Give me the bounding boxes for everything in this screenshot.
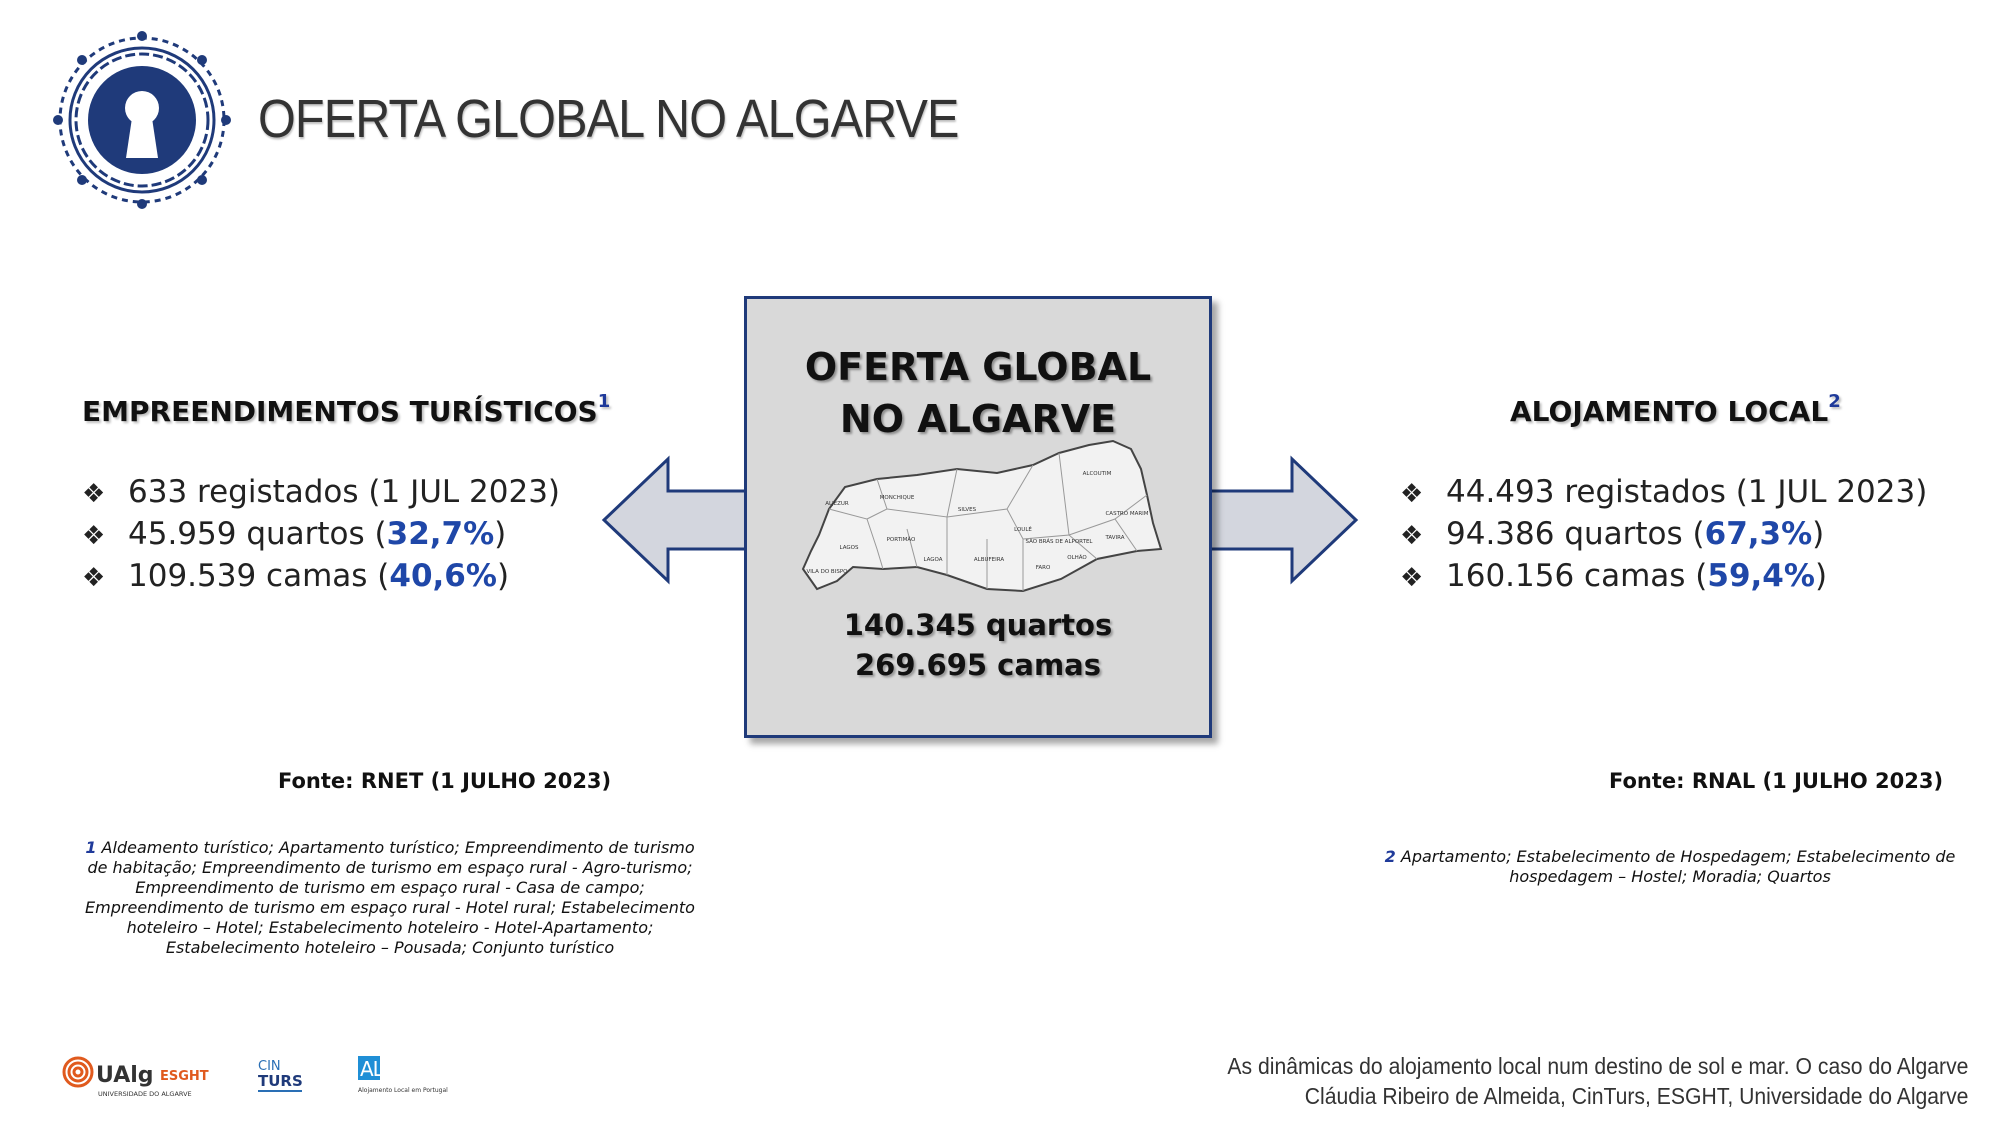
list-item (82, 514, 560, 556)
cinturs-turs: TURS (258, 1072, 303, 1090)
diamond-bullet-icon: ❖ (82, 479, 106, 509)
list-item-percent: 32,7% (386, 516, 495, 552)
list-item-end: ) (1812, 516, 1825, 552)
ualg-wordmark: UAlg (96, 1063, 154, 1088)
alep-logo (354, 1052, 448, 1110)
list-item-percent: 59,4% (1707, 558, 1815, 594)
map-label-albufeira: ALBUFEIRA (973, 557, 1005, 563)
list-item-percent: 67,3% (1704, 516, 1813, 552)
footnote-ref-2: 2 (1828, 391, 1841, 412)
list-item (82, 556, 560, 598)
list-item-text: 94.386 quartos ( (1446, 516, 1705, 552)
keyhole-emblem-icon (52, 30, 232, 210)
alep-subtitle: Alojamento Local em Portugal (358, 1087, 448, 1094)
diamond-bullet-icon: ❖ (1400, 479, 1424, 509)
list-item-text: 633 registados (1 JUL 2023) (128, 474, 561, 510)
footnote-2 (1370, 847, 1970, 887)
footnote-1 (80, 838, 700, 958)
alojamento-local-list (1400, 472, 1927, 598)
map-label-tavira: TAVIRA (1105, 535, 1125, 541)
alep-wordmark: ALEP (360, 1057, 406, 1081)
map-label-sao-bras: SÃO BRÁS DE ALPORTEL (1025, 539, 1093, 545)
algarve-map (797, 439, 1167, 597)
map-label-lagos: LAGOS (839, 545, 859, 551)
footnote-text: Aldeamento turístico; Apartamento turístico; Empreendimento de turismo de habitação; Empreendimento de turismo em espaço rural - Agro-turismo; Empreendimento de turismo em espaço rural - Casa de campo; Empreendimento de turismo em espaço rural - Hotel rural; Estabelecimento hoteleiro – Hotel; Estabelecimento hoteleiro - Hotel-Apartamento; Estabelecimento hoteleiro – Pousada; Conjunto turístico (85, 838, 695, 957)
global-offer-box (744, 296, 1212, 738)
list-item-text: 109.539 camas ( (128, 558, 390, 594)
ualg-esght-logo (62, 1052, 242, 1110)
list-item-end: ) (494, 516, 507, 552)
map-label-vila-do-bispo: VILA DO BISPO (806, 569, 848, 575)
diamond-bullet-icon: ❖ (82, 521, 106, 551)
map-label-olhao: OLHÃO (1067, 555, 1087, 561)
credit-line-1: As dinâmicas do alojamento local num destino de sol e mar. O caso do Algarve (1226, 1053, 1968, 1079)
list-item-end: ) (1814, 558, 1828, 594)
map-label-castro-marim: CASTRO MARIM (1105, 511, 1149, 517)
cinturs-cin: CIN (258, 1059, 281, 1074)
page-title: OFERTA GLOBAL NO ALGARVE (258, 89, 959, 149)
empreendimentos-heading (82, 391, 611, 428)
map-label-lagoa: LAGOA (923, 557, 943, 563)
list-item (1400, 472, 1927, 514)
list-item-percent: 40,6% (389, 558, 497, 594)
list-item (82, 472, 560, 514)
ualg-subtitle: UNIVERSIDADE DO ALGARVE (98, 1090, 192, 1098)
box-totals (747, 605, 1209, 685)
map-label-faro: FARO (1035, 565, 1051, 571)
list-item (1400, 514, 1927, 556)
list-item-text: 44.493 registados (1 JUL 2023) (1446, 474, 1928, 510)
list-item-end: ) (496, 558, 510, 594)
footnote-text: Apartamento; Estabelecimento de Hospedagem; Estabelecimento de hospedagem – Hostel; Moradia; Quartos (1400, 847, 1956, 886)
map-label-portimao: PORTIMÃO (886, 537, 916, 543)
list-item (1400, 556, 1927, 598)
diamond-bullet-icon: ❖ (1400, 521, 1424, 551)
source-rnal: Fonte: RNAL (1 JULHO 2023) (1609, 769, 1944, 793)
presentation-credit (1227, 1051, 1968, 1111)
map-label-alcoutim: ALCOUTIM (1082, 471, 1112, 477)
box-title (747, 341, 1209, 445)
total-beds: 269.695 camas (855, 648, 1101, 682)
map-label-silves: SILVES (957, 507, 977, 513)
box-title-line2: NO ALGARVE (839, 397, 1117, 441)
esght-wordmark: ESGHT (160, 1069, 209, 1084)
footnote-number: 1 (85, 838, 97, 857)
footnote-number: 2 (1384, 847, 1396, 866)
empreendimentos-heading-text: EMPREENDIMENTOS TURÍSTICOS (82, 395, 598, 428)
map-label-loule: LOULÉ (1014, 527, 1032, 533)
diamond-bullet-icon: ❖ (1400, 563, 1424, 593)
list-item-text: 45.959 quartos ( (128, 516, 387, 552)
empreendimentos-list (82, 472, 560, 598)
map-label-aljezur: ALJEZUR (825, 501, 849, 507)
total-rooms: 140.345 quartos (843, 608, 1113, 642)
alojamento-local-heading-text: ALOJAMENTO LOCAL (1510, 395, 1829, 428)
list-item-text: 160.156 camas ( (1446, 558, 1708, 594)
map-label-monchique: MONCHIQUE (879, 495, 915, 501)
footnote-ref-1: 1 (597, 391, 611, 412)
diamond-bullet-icon: ❖ (82, 563, 106, 593)
source-rnet: Fonte: RNET (1 JULHO 2023) (278, 769, 612, 793)
credit-line-2: Cláudia Ribeiro de Almeida, CinTurs, ESGHT, Universidade do Algarve (1304, 1083, 1968, 1109)
box-title-line1: OFERTA GLOBAL (804, 345, 1152, 389)
footer-logos (62, 1052, 448, 1112)
cinturs-logo (252, 1052, 342, 1110)
alojamento-local-heading (1510, 391, 1841, 428)
